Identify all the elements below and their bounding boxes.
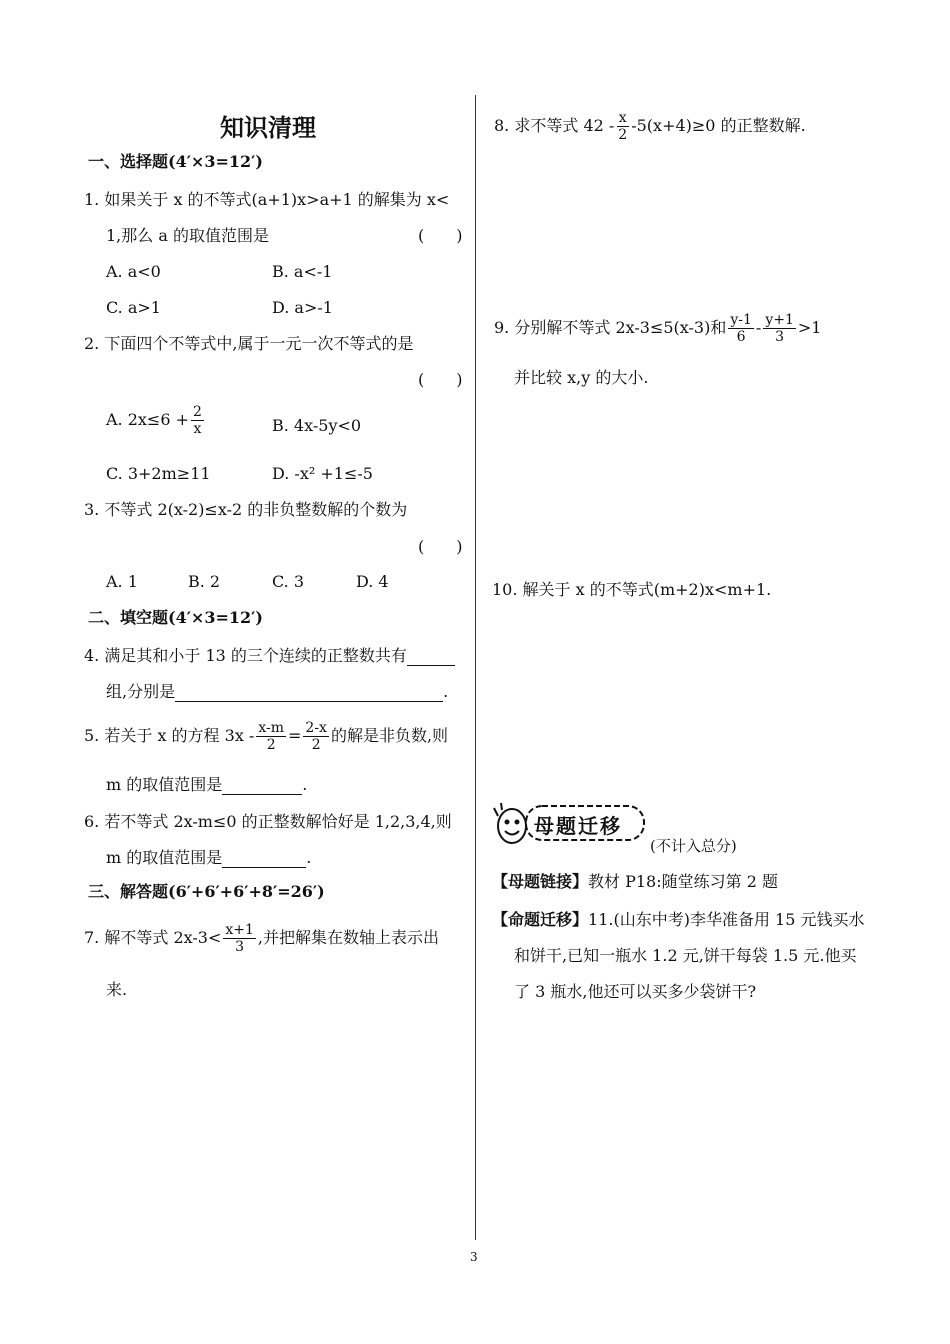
q4-line1 [84,645,455,666]
q5-text-post: 的解是非负数,则 [330,726,449,745]
q3-option-c: C. 3 [272,572,305,591]
q5-line2-text: m 的取值范围是 [106,775,223,794]
q2-option-c: C. 3+2m≥11 [106,464,211,483]
fraction-numerator: y-1 [730,312,752,328]
fraction-denominator: 2 [266,737,276,753]
fraction-denominator: 6 [736,329,746,345]
q6-line2 [106,847,311,868]
q4-blank-groups [175,681,443,702]
fraction-numerator: 2-x [305,720,327,736]
q4-text: 4. 满足其和小于 13 的三个连续的正整数共有 [84,646,407,665]
fraction-numerator: x-m [258,720,284,736]
badge-title: 母题迁移 [534,814,622,838]
q9-line2: 并比较 x,y 的大小. [514,368,649,387]
mother-question-link [492,872,778,892]
q2-option-a [106,404,206,437]
q2-option-a-fraction [191,404,204,437]
q3-option-a: A. 1 [106,572,138,591]
q5-fraction-1 [256,720,286,753]
q4-line2-text: 组,分别是 [106,682,176,701]
q6-line2-text: m 的取值范围是 [106,848,223,867]
q10: 10. 解关于 x 的不等式(m+2)x<m+1. [492,580,772,599]
q1-line2: 1,那么 a 的取值范围是 [106,226,269,245]
badge-note: (不计入总分) [650,837,737,855]
fraction-numerator: y+1 [765,312,794,328]
q6-blank [222,847,306,868]
q2-line1: 2. 下面四个不等式中,属于一元一次不等式的是 [84,334,414,353]
q9-line1 [494,312,821,345]
q7-text-post: ,并把解集在数轴上表示出 [257,928,439,947]
q5-line2 [106,774,307,795]
fraction-denominator: x [193,421,202,437]
fraction-numerator: x+1 [225,922,254,938]
column-divider [475,95,476,1240]
q7-text-pre: 7. 解不等式 2x-3< [84,928,222,947]
q5-line1 [84,720,448,753]
section-fill-header: 二、填空题(4′×3=12′) [88,608,263,627]
q3-option-d: D. 4 [356,572,389,591]
fraction-numerator: 2 [193,404,202,420]
q1-answer-paren: ( ) [418,226,463,245]
q9-text-pre: 9. 分别解不等式 2x-3≤5(x-3)和 [494,318,727,337]
q8 [494,110,806,143]
q9-fraction-1 [728,312,754,345]
q11-line1-text: 11.(山东中考)李华准备用 15 元钱买水 [588,910,865,929]
fraction-denominator: 3 [235,939,245,955]
section-choice-header: 一、选择题(4′×3=12′) [88,152,263,171]
q4-line2 [106,681,448,702]
q2-option-d: D. -x² +1≤-5 [272,464,373,483]
q4-blank-count [407,645,455,666]
q3-answer-paren: ( ) [418,537,463,556]
q9-fraction-2 [763,312,796,345]
q11-tag: 【命题迁移】 [492,910,589,929]
q9-minus: - [755,318,762,337]
fraction-numerator: x [618,110,627,126]
q7-line2: 来. [106,980,128,999]
q4-end: . [443,682,449,701]
q8-fraction [616,110,629,143]
q7-fraction [223,922,256,955]
page-number: 3 [470,1250,478,1264]
q1-option-c: C. a>1 [106,298,161,317]
link-tag: 【母题链接】 [492,872,589,891]
q5-blank [222,774,302,795]
q3-option-b: B. 2 [188,572,221,591]
q11-line3: 了 3 瓶水,他还可以买多少袋饼干? [514,982,757,1001]
q8-text-post: -5(x+4)≥0 的正整数解. [631,116,806,135]
q5-equals: = [288,726,302,745]
q11-line2: 和饼干,已知一瓶水 1.2 元,饼干每袋 1.5 元.他买 [514,946,857,965]
q8-text-pre: 8. 求不等式 42 - [494,116,615,135]
fraction-denominator: 3 [775,329,785,345]
fraction-denominator: 2 [618,127,628,143]
q5-end: . [302,775,308,794]
q7-line1 [84,922,439,955]
q1-option-a: A. a<0 [106,262,161,281]
q6-end: . [306,848,312,867]
q1-option-b: B. a<-1 [272,262,333,281]
q6-line1: 6. 若不等式 2x-m≤0 的正整数解恰好是 1,2,3,4,则 [84,812,452,831]
q2-option-a-text: A. 2x≤6 + [106,410,190,429]
q9-text-post: >1 [797,318,822,337]
section-solve-header: 三、解答题(6′+6′+6′+8′=26′) [88,882,325,901]
link-text: 教材 P18:随堂练习第 2 题 [588,872,778,891]
q2-option-b: B. 4x-5y<0 [272,416,362,435]
fraction-denominator: 2 [311,737,321,753]
q2-answer-paren: ( ) [418,370,463,389]
q11-line1 [492,910,864,930]
q5-fraction-2 [303,720,329,753]
q5-text-pre: 5. 若关于 x 的方程 3x - [84,726,255,745]
section-title: 知识清理 [220,114,316,142]
q1-option-d: D. a>-1 [272,298,333,317]
q1-line1: 1. 如果关于 x 的不等式(a+1)x>a+1 的解集为 x< [84,190,450,209]
q3-line1: 3. 不等式 2(x-2)≤x-2 的非负整数解的个数为 [84,500,408,519]
